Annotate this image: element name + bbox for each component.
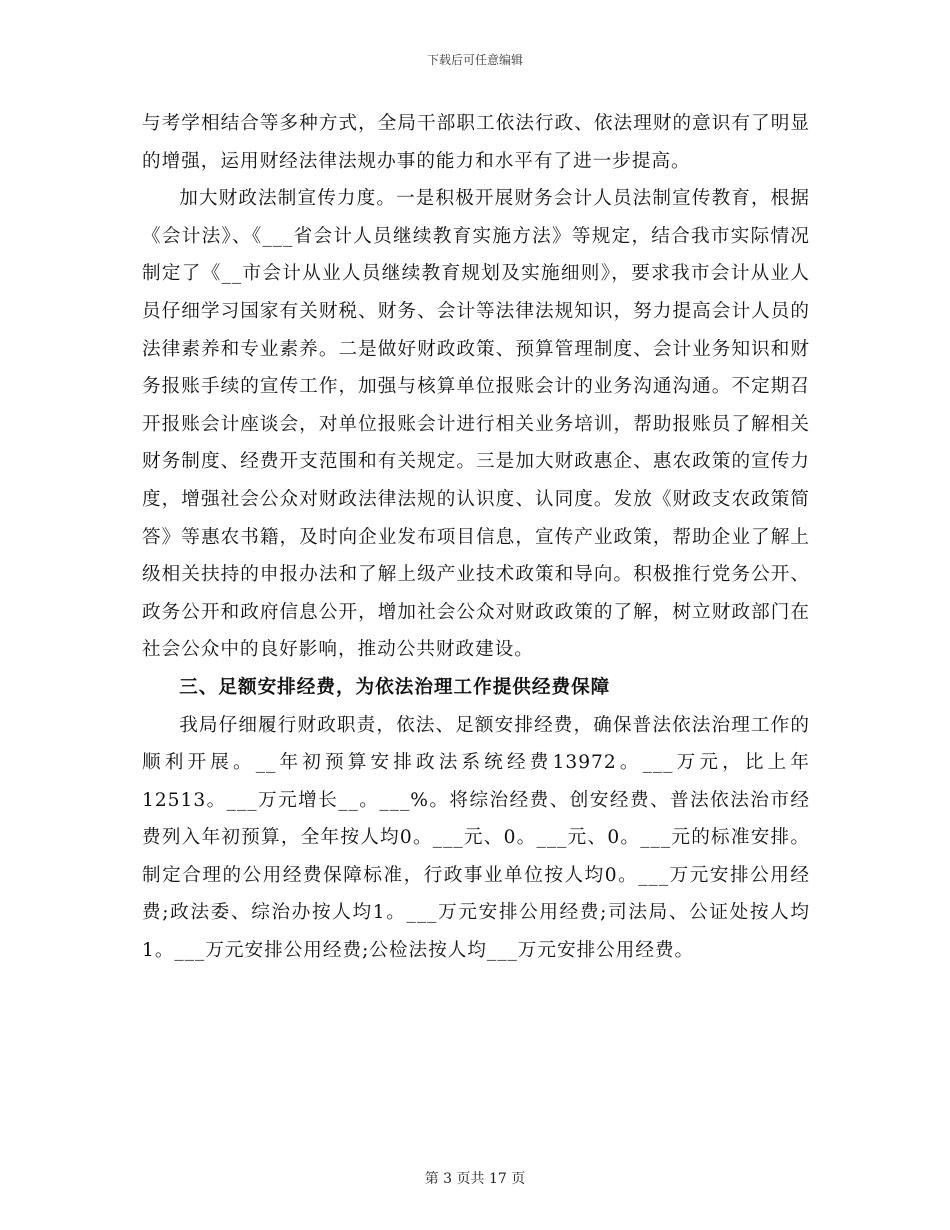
page-header: 下载后可任意编辑 (426, 53, 523, 67)
page-number-footer: 第 3 页共 17 页 (424, 1171, 526, 1187)
section-heading: 三、足额安排经费，为依法治理工作提供经费保障 (179, 676, 611, 698)
paragraph-funding: 我局仔细履行财政职责，依法、足额安排经费，确保普法依法治理工作的顺利开展。__年初预算安排政法系统经费13972。___万元，比上年12513。___万元增长__。___%。将综治经费、创安经费、普法依法治市经费列入年初预算，全年按人均0。___元、0。___元、0。___元的标准安排。制定合理的公用经费保障标准，行政事业单位按人均0。___万元安排公用经费;政法委、综治办按人均1。___万元安排公用经费;司法局、公证处按人均1。___万元安排公用经费;公检法按人均___万元安排公用经费。 (142, 714, 810, 962)
paragraph-continuation: 与考学相结合等多种方式，全局干部职工依法行政、依法理财的意识有了明显的增强，运用财经法律法规办事的能力和水平有了进一步提高。 (142, 113, 810, 172)
paragraph-legal-publicity: 加大财政法制宣传力度。一是积极开展财务会计人员法制宣传教育，根据《会计法》、《___省会计人员继续教育实施方法》等规定，结合我市实际情况制定了《__市会计从业人员继续教育规划及实施细则》，要求我市会计从业人员仔细学习国家有关财税、财务、会计等法律法规知识，努力提高会计人员的法律素养和专业素养。二是做好财政政策、预算管理制度、会计业务知识和财务报账手续的宣传工作，加强与核算单位报账会计的业务沟通沟通。不定期召开报账会计座谈会，对单位报账会计进行相关业务培训，帮助报账员了解相关财务制度、经费开支范围和有关规定。三是加大财政惠企、惠农政策的宣传力度，增强社会公众对财政法律法规的认识度、认同度。发放《财政支农政策简答》等惠农书籍，及时向企业发布项目信息，宣传产业政策，帮助企业了解上级相关扶持的申报办法和了解上级产业技术政策和导向。积极推行党务公开、政务公开和政府信息公开，增加社会公众对财政政策的了解，树立财政部门在社会公众中的良好影响，推动公共财政建设。 (142, 188, 810, 661)
document-body (142, 105, 810, 970)
